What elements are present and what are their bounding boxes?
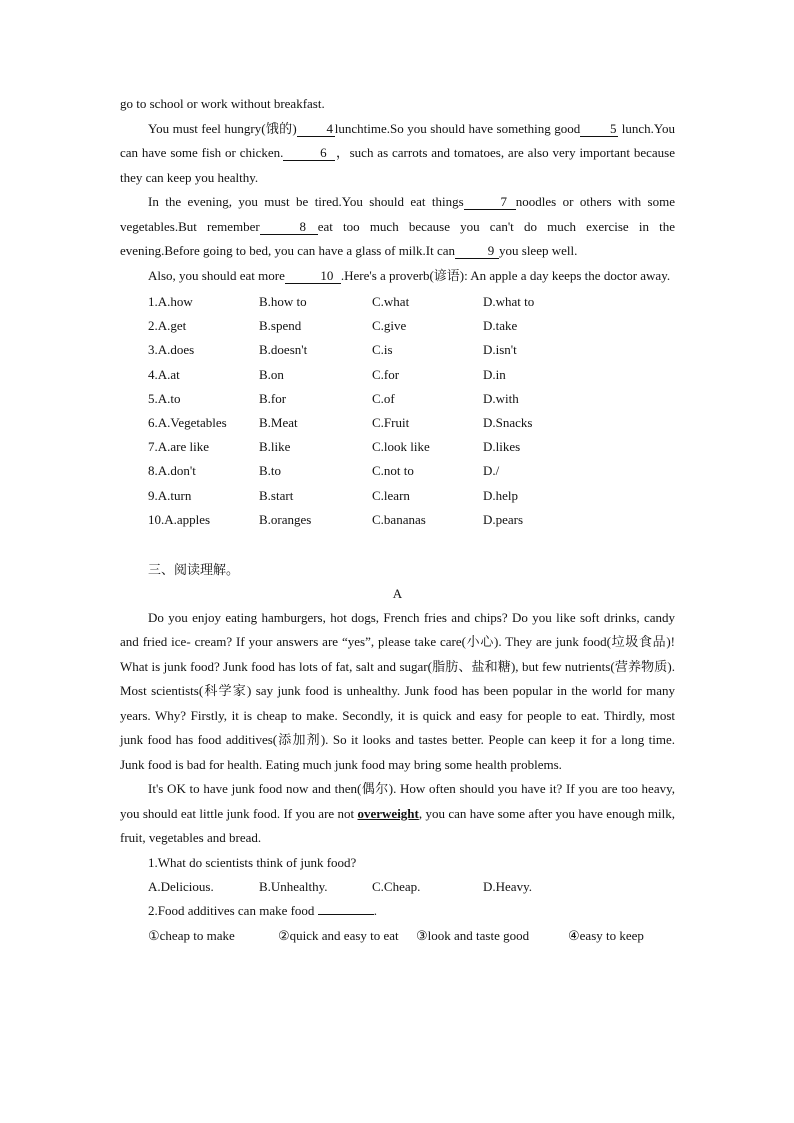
- option: B.like: [259, 439, 291, 455]
- blank-10: 10: [285, 268, 341, 284]
- option-row: [120, 363, 675, 387]
- option: 3.A.does: [148, 342, 195, 358]
- question-text: .: [373, 903, 377, 919]
- option-row: [120, 459, 675, 483]
- option: C.what: [372, 294, 410, 309]
- question-2-stem: [120, 899, 675, 924]
- option-row: [120, 387, 675, 411]
- option-row: [120, 435, 675, 459]
- option: B.to: [259, 463, 282, 479]
- option: C.for: [372, 366, 400, 382]
- cloze-text: You must feel hungry(饿的): [148, 120, 297, 136]
- cloze-line-0: go to school or work without breakfast.: [120, 96, 325, 111]
- page-content: [120, 92, 675, 948]
- option: C.learn: [372, 487, 410, 503]
- option: D.in: [483, 366, 506, 382]
- question-1-options: [120, 875, 675, 899]
- option: D.with: [483, 390, 519, 406]
- cloze-paragraph-1: [120, 117, 675, 191]
- underlined-word: overweight: [357, 805, 419, 821]
- question-1-stem: 1.What do scientists think of junk food?: [148, 854, 357, 870]
- blank-9: 9: [455, 243, 499, 259]
- cloze-text: Also, you should eat more: [148, 267, 285, 283]
- question-text: 2.Food additives can make food: [148, 903, 315, 919]
- option: A.Delicious.: [148, 879, 214, 895]
- option: D.isn't: [483, 342, 517, 358]
- cloze-text: .Here's a proverb(谚语): An apple a day keeps the doctor away.: [340, 267, 671, 283]
- option: ④easy to keep: [568, 927, 644, 943]
- option: C.Fruit: [372, 414, 410, 430]
- option: D.pears: [483, 511, 524, 527]
- option: B.oranges: [259, 511, 312, 527]
- passage-label: A: [392, 585, 403, 601]
- option: D.Snacks: [483, 414, 533, 430]
- option: 1.A.how: [148, 294, 193, 309]
- option: C.bananas: [372, 511, 426, 527]
- option: 2.A.get: [148, 318, 187, 334]
- answer-blank: [318, 902, 374, 915]
- blank-4: 4: [297, 121, 335, 137]
- cloze-paragraph-3: [120, 264, 675, 289]
- option: 7.A.are like: [148, 439, 210, 455]
- option: ②quick and easy to eat: [278, 927, 399, 943]
- option: B.on: [259, 366, 284, 382]
- option: 10.A.apples: [148, 511, 211, 527]
- cloze-text: you sleep well.: [499, 243, 578, 258]
- section-heading: 三、阅读理解。: [148, 561, 240, 577]
- option: C.is: [372, 342, 393, 358]
- option: B.spend: [259, 318, 302, 334]
- option-row: [120, 508, 675, 532]
- option-row: [120, 411, 675, 435]
- blank-8: 8: [260, 219, 318, 235]
- option: B.doesn't: [259, 342, 308, 358]
- option-row: [120, 338, 675, 362]
- option: C.Cheap.: [372, 879, 421, 895]
- cloze-text: eat too much because you can't do much exercise in the evening.Before going to bed, you can have a glass of milk.It can: [120, 218, 676, 258]
- cloze-options: [120, 290, 675, 532]
- reading-text: , you can have some after you have enough milk, fruit, vegetables and bread.: [120, 805, 676, 846]
- option: B.Meat: [259, 414, 298, 430]
- option: C.give: [372, 318, 407, 334]
- cloze-paragraph-2: [120, 190, 675, 264]
- option: D.what to: [483, 294, 535, 309]
- blank-6: 6: [283, 145, 335, 161]
- option: D.take: [483, 318, 518, 334]
- reading-paragraph-1: Do you enjoy eating hamburgers, hot dogs, French fries and chips? Do you like soft drinks, candy and fried ice- cream? If your answers are “yes”, please take care(小心). They are junk food(垃圾食品)! What is junk food? Junk food has lots of fat, salt and sugar(脂肪、盐和糖), but few nutrients(营养物质). Most scientists(科学家) say junk food is unhealthy. Junk food has been popular in the world for many years. Why? Firstly, it is cheap to make. Secondly, it is quick and easy for people to eat. Thirdly, most junk food has food additives(添加剂). So it looks and tastes better. People can keep it for a long time. Junk food is bad for health. Eating much junk food may bring some health problems.: [120, 609, 675, 772]
- option: 8.A.don't: [148, 463, 196, 479]
- cloze-text: noodles or others with some vegetables.But remember: [120, 194, 675, 234]
- option: ①cheap to make: [148, 927, 235, 943]
- option: B.start: [259, 487, 294, 503]
- option-row: [120, 484, 675, 508]
- cloze-text: lunch.You can have some fish or chicken.: [120, 120, 676, 160]
- option-row: [120, 290, 675, 314]
- option: ③look and taste good: [416, 927, 530, 943]
- option: D.help: [483, 487, 519, 503]
- cloze-text: lunchtime.So you should have something good: [334, 120, 581, 136]
- option: 4.A.at: [148, 366, 180, 382]
- cloze-text: ，such as carrots and tomatoes, are also very important because they can keep you healthy.: [120, 145, 676, 185]
- option: 9.A.turn: [148, 487, 192, 503]
- blank-5: 5: [580, 121, 618, 137]
- option: D./: [483, 463, 500, 479]
- option: C.not to: [372, 463, 414, 479]
- option: 6.A.Vegetables: [148, 414, 227, 430]
- option: B.Unhealthy.: [259, 879, 328, 895]
- option-row: [120, 314, 675, 338]
- blank-7: 7: [464, 194, 516, 210]
- question-2-options: [120, 924, 675, 948]
- reading-text: It's OK to have junk food now and then(偶尔). How often should you have it? If you are too heavy, you should eat little junk food. If you are not: [120, 781, 675, 821]
- option: D.Heavy.: [483, 879, 532, 895]
- option: C.look like: [372, 439, 430, 455]
- option: B.how to: [259, 294, 307, 309]
- option: 5.A.to: [148, 390, 181, 406]
- option: D.likes: [483, 439, 521, 455]
- option: B.for: [259, 390, 287, 406]
- reading-paragraph-2: [120, 777, 675, 851]
- option: C.of: [372, 390, 395, 406]
- cloze-text: In the evening, you must be tired.You should eat things: [148, 194, 464, 209]
